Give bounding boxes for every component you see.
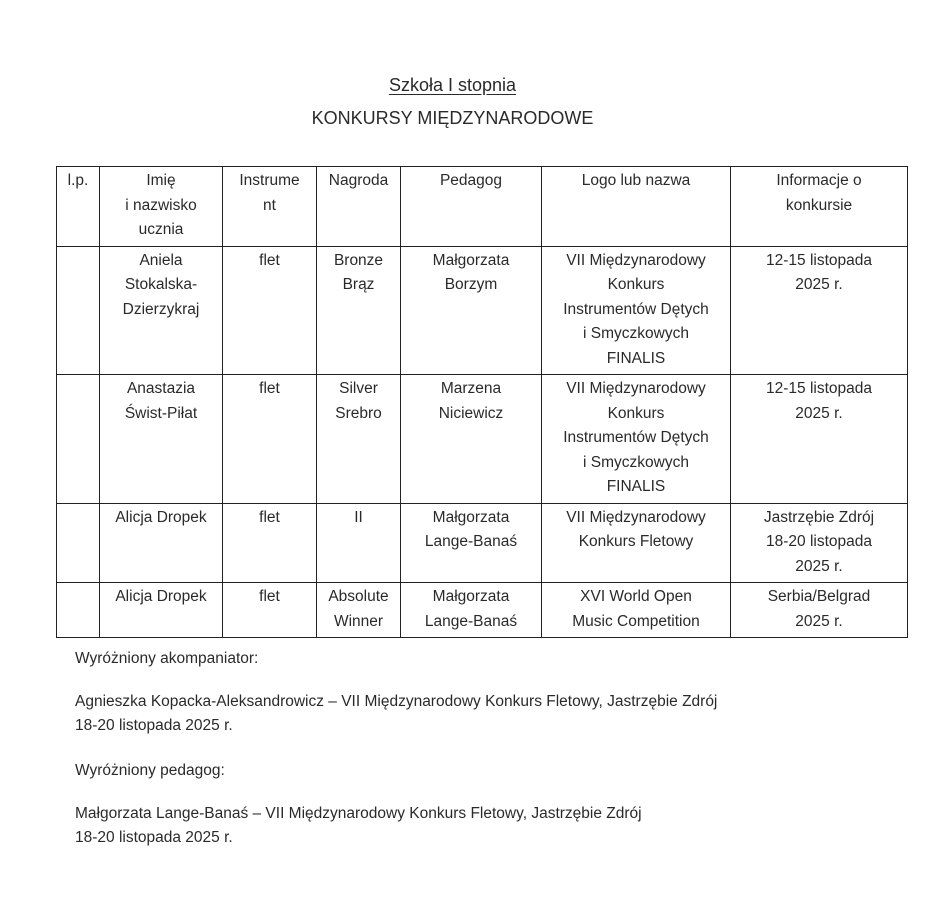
cell-info: 12-15 listopada 2025 r.: [731, 246, 908, 375]
cell-student: Anastazia Świst-Piłat: [100, 375, 223, 504]
teacher-heading: Wyróżniony pedagog:: [75, 762, 225, 779]
cell-instrument: flet: [223, 503, 317, 583]
header-competition-info: Informacje o konkursie: [731, 167, 908, 247]
accompanist-heading: Wyróżniony akompaniator:: [75, 650, 259, 667]
cell-lp: [57, 503, 100, 583]
header-teacher: Pedagog: [401, 167, 542, 247]
cell-lp: [57, 246, 100, 375]
cell-student: Alicja Dropek: [100, 583, 223, 638]
cell-teacher: Małgorzata Lange-Banaś: [401, 503, 542, 583]
cell-award: Silver Srebro: [317, 375, 401, 504]
table-row: [57, 583, 908, 638]
cell-instrument: flet: [223, 583, 317, 638]
header-instrument: Instrume nt: [223, 167, 317, 247]
cell-instrument: flet: [223, 246, 317, 375]
header-award: Nagroda: [317, 167, 401, 247]
cell-info: Serbia/Belgrad 2025 r.: [731, 583, 908, 638]
cell-student: Alicja Dropek: [100, 503, 223, 583]
cell-lp: [57, 375, 100, 504]
teacher-text: Małgorzata Lange-Banaś – VII Międzynarodowy Konkurs Fletowy, Jastrzębie Zdrój 18-20 listopada 2025 r.: [75, 805, 642, 846]
header-student-name: Imię i nazwisko ucznia: [100, 167, 223, 247]
cell-competition: VII Międzynarodowy Konkurs Instrumentów Dętych i Smyczkowych FINALIS: [542, 246, 731, 375]
table-row: [57, 246, 908, 375]
cell-teacher: Małgorzata Borzym: [401, 246, 542, 375]
table-row: [57, 375, 908, 504]
header-competition-name: Logo lub nazwa: [542, 167, 731, 247]
table-header-row: [57, 167, 908, 247]
cell-teacher: Marzena Niciewicz: [401, 375, 542, 504]
accompanist-text: Agnieszka Kopacka-Aleksandrowicz – VII Międzynarodowy Konkurs Fletowy, Jastrzębie Zdrój 18-20 listopada 2025 r.: [75, 693, 718, 734]
cell-competition: VII Międzynarodowy Konkurs Fletowy: [542, 503, 731, 583]
cell-lp: [57, 583, 100, 638]
cell-instrument: flet: [223, 375, 317, 504]
cell-info: 12-15 listopada 2025 r.: [731, 375, 908, 504]
table-row: [57, 503, 908, 583]
competition-results-table: [56, 166, 908, 638]
section-title: KONKURSY MIĘDZYNARODOWE: [311, 108, 594, 128]
cell-award: Absolute Winner: [317, 583, 401, 638]
school-level-title: Szkoła I stopnia: [388, 75, 517, 95]
header-lp: l.p.: [57, 167, 100, 247]
cell-award: Bronze Brąz: [317, 246, 401, 375]
cell-info: Jastrzębie Zdrój 18-20 listopada 2025 r.: [731, 503, 908, 583]
cell-student: Aniela Stokalska- Dzierzykraj: [100, 246, 223, 375]
cell-competition: VII Międzynarodowy Konkurs Instrumentów Dętych i Smyczkowych FINALIS: [542, 375, 731, 504]
cell-teacher: Małgorzata Lange-Banaś: [401, 583, 542, 638]
cell-award: II: [317, 503, 401, 583]
cell-competition: XVI World Open Music Competition: [542, 583, 731, 638]
